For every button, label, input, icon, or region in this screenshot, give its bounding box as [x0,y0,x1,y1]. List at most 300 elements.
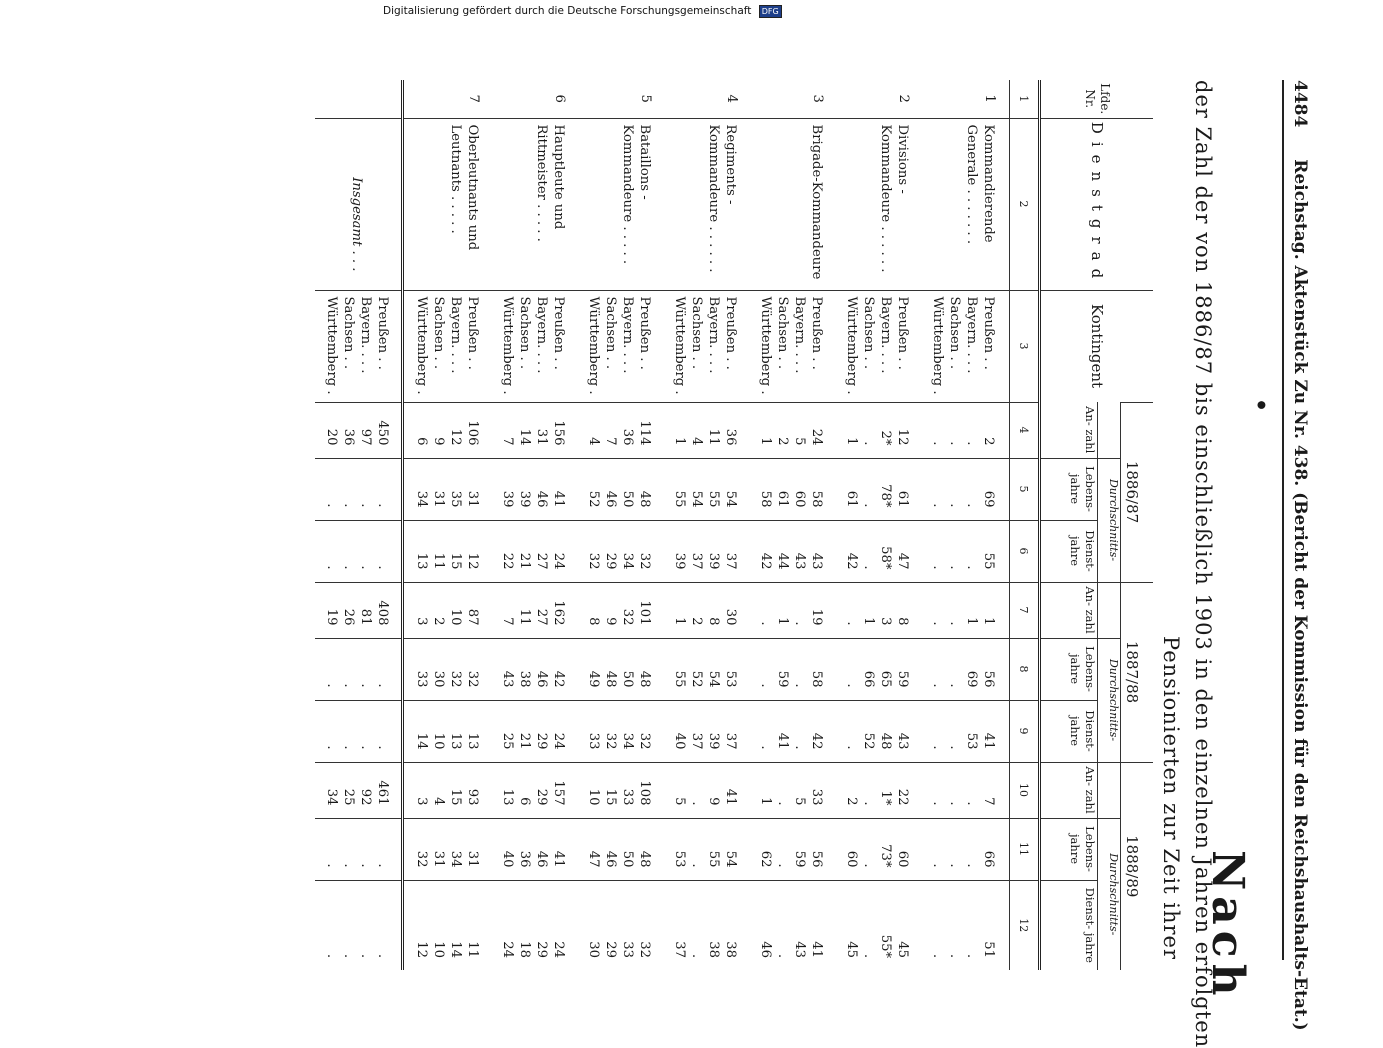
dienstjahre-value: 32 [637,732,652,750]
dienstjahre-value: 32 [586,552,601,570]
title-line-1: der Zahl der von 1886/87 bis einschließlich 1903 in den einzelnen Jahren erfolgten [1191,80,1215,1048]
anzahl-lines [671,585,739,636]
dienstjahre-lines [671,703,739,760]
kontingent-value: Bayern. . . . [792,296,807,374]
lebensjahre-value: 33 [414,670,429,688]
anzahl-value: 114 [637,420,652,446]
anzahl [490,402,576,458]
total-anzahl-value: 26 [341,608,356,626]
anzahl-value: . [947,621,962,626]
total-kontingent-value: Württemberg . [324,296,339,395]
anzahl-lines [413,585,481,636]
total-anzahl-value: 34 [324,788,339,806]
lebensjahre [403,638,491,700]
lebensjahre-lines [929,461,997,518]
lebensjahre-lines [843,641,911,698]
dienstjahre-value: 24 [551,941,566,959]
anzahl [662,402,748,458]
dienstjahre-value: 38 [723,941,738,959]
anzahl-value: . [775,801,790,806]
total-lebensjahre [315,818,403,880]
anzahl-value: . [930,801,945,806]
anzahl-value: 11 [706,428,721,446]
dienstjahre-value: 12 [414,941,429,959]
dienstjahre-value: 52 [861,732,876,750]
lebensjahre-value: . [947,863,962,868]
anzahl-value: 7 [500,437,515,446]
anzahl-value: 106 [465,420,480,446]
total-lebensjahre-value: . [375,863,390,868]
total-anzahl-value: 450 [375,420,390,446]
column-number: 10 [1010,762,1040,818]
durchschnitts-header: Durchschnitts- [1098,458,1121,582]
lebensjahre-value: 34 [448,850,463,868]
anzahl-value: 9 [603,617,618,626]
dienstjahre-lines [499,703,567,760]
dienstjahre-value: 11 [465,941,480,959]
lebensjahre-value: 31 [431,490,446,508]
kontingent-value: Württemberg . [758,296,773,395]
dienstjahre-value: 58* [878,546,893,570]
dienstjahre [576,880,662,970]
dienstjahre-lines [929,883,997,969]
lebensjahre-value: 49 [586,670,601,688]
page-number: 4484 [1290,80,1310,128]
dienstjahre-value: 11 [431,552,446,570]
lebensjahre [920,458,1010,520]
total-dienstjahre-value: . [375,565,390,570]
anzahl-value: . [689,801,704,806]
big-title: Nach [1202,850,1253,1002]
dienstjahre-value: 13 [465,732,480,750]
group-number: 4 [724,94,739,103]
lebensjahre-value: 32 [465,670,480,688]
kontingent-value: Preußen . . [723,296,738,370]
lebensjahre-value: 48 [637,670,652,688]
anzahl-value: 2 [689,617,704,626]
dienstjahre-value: 48 [878,732,893,750]
lebensjahre-value: 32 [448,670,463,688]
lebensjahre-lines [413,821,481,878]
anzahl-lines [671,405,739,456]
anzahl-value: 33 [620,788,635,806]
anzahl [920,582,1010,638]
total-anzahl-value: 92 [358,788,373,806]
lebensjahre-value: 69 [964,670,979,688]
dienstjahre-value: 21 [517,552,532,570]
dienstjahre-lines [757,523,825,580]
lebensjahre [834,458,920,520]
dienstjahre-value: 39 [706,732,721,750]
lebensjahre-header: Lebens- jahre [1040,818,1098,880]
column-number: 4 [1010,402,1040,458]
dienstjahre-header: Dienst- jahre [1040,700,1098,762]
lebensjahre-value: 59 [792,850,807,868]
total-lebensjahre-value: . [375,683,390,688]
total-kontingent-value: Preußen . . [375,296,390,370]
lebensjahre-value: 78* [878,484,893,508]
column-number: 12 [1010,880,1040,970]
anzahl-spacer [1098,762,1121,818]
lebensjahre-value: 58 [809,670,824,688]
lebensjahre-value: 69 [981,490,996,508]
lebensjahre-value: 32 [414,850,429,868]
dienstjahre-value: . [844,745,859,750]
dienstjahre-value: . [964,565,979,570]
dienstjahre-value: 42 [844,552,859,570]
anzahl-value: 6 [517,797,532,806]
anzahl-value: 156 [551,420,566,446]
dienstjahre-value: 37 [689,732,704,750]
lebensjahre-value: . [930,683,945,688]
kontingent [748,290,834,402]
anzahl-value: 22 [895,788,910,806]
dienstjahre-value: 43 [792,552,807,570]
lebensjahre-lines [929,641,997,698]
anzahl-lines [929,405,997,456]
lebensjahre-lines [757,641,825,698]
dienstjahre [748,880,834,970]
kontingent [403,290,491,402]
total-anzahl-value: 36 [341,428,356,446]
kontingent-lines [843,293,911,400]
lebensjahre-value: 54 [723,850,738,868]
group-number: 2 [896,94,911,103]
anzahl-value: 31 [534,428,549,446]
dienstjahre-value: 55* [878,934,893,959]
group-number: 1 [982,94,997,103]
dienstjahre-lines [757,703,825,760]
anzahl-lines [413,405,481,456]
dienstjahre-value: . [758,745,773,750]
anzahl [403,582,491,638]
anzahl-header: An- zahl [1040,402,1098,458]
anzahl-value: 8 [895,617,910,626]
total-label: Insgesamt . . . [315,118,403,290]
total-anzahl-lines [323,585,391,636]
lebensjahre-value: 66 [981,850,996,868]
lebensjahre-value: 40 [500,850,515,868]
kontingent-value: Bayern. . . . [534,296,549,374]
group-number: 3 [810,94,825,103]
anzahl-value: 5 [792,797,807,806]
lebensjahre-lines [843,461,911,518]
dienstjahre-lines [585,703,653,760]
dienstjahre-value: 21 [517,732,532,750]
total-anzahl-lines [323,765,391,816]
dienstjahre-value: 34 [620,732,635,750]
rank-label: Hauptleute und Rittmeister . . . . . [490,118,576,290]
anzahl-value: 10 [448,608,463,626]
dienstjahre-value: 25 [500,732,515,750]
lebensjahre-value: 58 [758,490,773,508]
anzahl-value: 14 [517,428,532,446]
lebensjahre [576,818,662,880]
lebensjahre-value: 54 [689,490,704,508]
lebensjahre-value: 41 [551,490,566,508]
lebensjahre-value: 53 [672,850,687,868]
dienstjahre-value: 30 [586,941,601,959]
dienstjahre-lines [929,523,997,580]
dfg-logo: DFG [759,5,782,18]
lebensjahre-value: 48 [637,850,652,868]
anzahl-value: 1* [878,790,893,806]
lebensjahre-value: . [930,863,945,868]
kontingent-lines [929,293,997,400]
dienstjahre-lines [413,703,481,760]
anzahl-value: 27 [534,608,549,626]
lebensjahre-value: 53 [723,670,738,688]
lebensjahre-header: Lebens- jahre [1040,638,1098,700]
dienstjahre-value: 27 [534,552,549,570]
running-header [1290,80,1310,1031]
rank-label: Bataillons - Kommandeure . . . . . [576,118,662,290]
dienstjahre-value: 33 [620,941,635,959]
dienstjahre-value: 10 [431,941,446,959]
kontingent [834,290,920,402]
lebensjahre-value: 36 [517,850,532,868]
anzahl-lines [585,585,653,636]
lebensjahre-lines [757,821,825,878]
lebensjahre-lines [929,821,997,878]
dienstjahre-value: 29 [603,941,618,959]
dienstjahre-value: 29 [534,732,549,750]
total-dienstjahre-value: . [375,745,390,750]
lebensjahre-value: . [758,683,773,688]
lebensjahre-lines [585,641,653,698]
anzahl [662,762,748,818]
dienstjahre [834,700,920,762]
anzahl-value: 36 [620,428,635,446]
anzahl-value: 19 [809,608,824,626]
lebensjahre [403,458,491,520]
anzahl [576,582,662,638]
kontingent-lines [757,293,825,400]
lebensjahre-value: 60 [844,850,859,868]
dienstjahre-value: 37 [689,552,704,570]
lebensjahre-value: 46 [534,850,549,868]
kontingent-value: Württemberg . [586,296,601,395]
anzahl-lines [929,765,997,816]
lebensjahre-value: 54 [723,490,738,508]
anzahl-value: 5 [792,437,807,446]
lebensjahre [920,818,1010,880]
table-row-group [920,80,1010,970]
anzahl-value: 41 [723,788,738,806]
dienstjahre-value: 38 [706,941,721,959]
lebensjahre-value: 39 [500,490,515,508]
anzahl-value: 8 [586,617,601,626]
anzahl-value: 1 [861,617,876,626]
anzahl [920,402,1010,458]
dienstjahre [662,700,748,762]
total-lebensjahre-value: . [358,863,373,868]
anzahl [748,582,834,638]
kontingent-value: Bayern. . . . [620,296,635,374]
dienstjahre-value: 39 [706,552,721,570]
anzahl [834,402,920,458]
dienstjahre-value: 24 [551,732,566,750]
lebensjahre-value: 55 [706,490,721,508]
total-dienstjahre-value: . [341,745,356,750]
anzahl-value: 4 [586,437,601,446]
dienstjahre [403,520,491,582]
anzahl-value: 2 [844,797,859,806]
total-lebensjahre [315,458,403,520]
total-dienstjahre-value: . [358,565,373,570]
anzahl-value: 6 [414,437,429,446]
rank-label: Divisions - Kommandeure . . . . . . [834,118,920,290]
group-number: 5 [638,94,653,103]
dienstjahre-value: 14 [448,941,463,959]
total-anzahl-lines [323,405,391,456]
dienstjahre-value: . [964,953,979,959]
total-dienstjahre-lines [323,703,391,760]
anzahl-lines [585,765,653,816]
lebensjahre-value: . [689,863,704,868]
kontingent-value: Preußen . . [981,296,996,370]
lebensjahre-lines [671,821,739,878]
anzahl-value: . [930,441,945,446]
anzahl-lines [499,765,567,816]
anzahl-lines [499,405,567,456]
pension-table [315,80,1153,970]
column-number: 1 [1010,80,1040,118]
lebensjahre [920,638,1010,700]
header-rule [1282,80,1284,960]
total-dienstjahre-value: . [375,953,390,959]
lebensjahre-lines [413,461,481,518]
anzahl-value: 7 [500,617,515,626]
dienstjahre-value: 12 [465,552,480,570]
lebensjahre-value: 52 [689,670,704,688]
dienstjahre-value: 43 [895,732,910,750]
table-row-group [834,80,920,970]
anzahl-lines [499,585,567,636]
dienstjahre-value: 34 [620,552,635,570]
lebensjahre-value: 50 [620,670,635,688]
anzahl-value: 29 [534,788,549,806]
total-lebensjahre-value: . [324,503,339,508]
dienstjahre [576,520,662,582]
total-kontingent-value: Sachsen . . [341,296,356,370]
kontingent-value: Württemberg . [500,296,515,395]
dienstjahre [576,700,662,762]
anzahl [834,762,920,818]
dienstjahre-value: 13 [414,552,429,570]
lebensjahre-lines [499,641,567,698]
total-dienstjahre-lines [323,883,391,969]
dienstjahre-header: Dienst- jahre [1040,880,1098,970]
dienstjahre-value: 39 [672,552,687,570]
lebensjahre-value: 73* [878,844,893,868]
lebensjahre-value: 31 [465,850,480,868]
total-anzahl-value: 25 [341,788,356,806]
lebensjahre-lines [499,461,567,518]
kontingent-value: Württemberg . [930,296,945,395]
anzahl-value: . [947,801,962,806]
dienstjahre-value: . [861,953,876,959]
lebensjahre-value: 56 [981,670,996,688]
anzahl-value: 162 [551,600,566,626]
anzahl-value: 10 [586,788,601,806]
lebensjahre-value: 50 [620,850,635,868]
anzahl-value: 157 [551,780,566,806]
year-header: 1888/89 [1121,762,1154,970]
anzahl-value: 5 [672,797,687,806]
anzahl-value: 1 [775,617,790,626]
anzahl-value: 7 [981,797,996,806]
rank-label: Regiments - Kommandeure . . . . . . [662,118,748,290]
dienstjahre [490,880,576,970]
anzahl-value: 15 [448,788,463,806]
dienstjahre-value: . [792,745,807,750]
dienstjahre-value: 41 [809,941,824,959]
kontingent-value: Bayern. . . . [964,296,979,374]
kontingent-value: Württemberg . [672,296,687,395]
total-dienstjahre [315,700,403,762]
anzahl-value: 87 [465,608,480,626]
dienstjahre-lines [671,883,739,969]
lebensjahre-value: 46 [603,850,618,868]
table-row-group [403,80,491,970]
table-row-group [662,80,748,970]
lebensjahre-value: . [947,503,962,508]
anzahl [490,582,576,638]
dienstjahre-value: 43 [809,552,824,570]
dienstjahre-value: 32 [637,552,652,570]
anzahl-value: 12 [895,428,910,446]
kontingent-value: Sachsen . . [431,296,446,370]
total-anzahl-value: 20 [324,428,339,446]
anzahl [920,762,1010,818]
total-dienstjahre [315,880,403,970]
lfd-nr-header: Lfde. Nr. [1040,80,1154,118]
rank-label: Oberleutnants und Leutnants . . . . . [403,118,491,290]
anzahl-value: 3 [414,797,429,806]
dienstjahre [490,520,576,582]
kontingent [920,290,1010,402]
lebensjahre-value: 38 [517,670,532,688]
kontingent-lines [671,293,739,400]
column-number: 2 [1010,118,1040,290]
durchschnitts-header: Durchschnitts- [1098,638,1121,762]
anzahl-value: 1 [844,437,859,446]
rank-label: Kommandierende Generale . . . . . . . [920,118,1010,290]
dienstjahre-value: 32 [603,732,618,750]
kontingent-value: Württemberg . [414,296,429,395]
dienstgrad-header: Dienstgrad [1040,118,1154,290]
anzahl-header: An- zahl [1040,582,1098,638]
anzahl-value: . [930,621,945,626]
dienstjahre-value: . [930,745,945,750]
lebensjahre [662,818,748,880]
dienstjahre-lines [843,523,911,580]
dienstjahre-value: 40 [672,732,687,750]
dienstjahre-lines [757,883,825,969]
anzahl-value: 4 [431,797,446,806]
anzahl [403,762,491,818]
dienstjahre-value: 42 [809,732,824,750]
kontingent-value: Sachsen . . [861,296,876,370]
running-title: Reichstag. Aktenstück Zu Nr. 438. (Bericht der Kommission für den Reichshaushalts-Etat.) [1290,159,1310,1031]
lebensjahre-value: 43 [500,670,515,688]
dienstjahre-lines [585,523,653,580]
year-header: 1886/87 [1121,402,1154,582]
dienstjahre-value: . [947,745,962,750]
lebensjahre-value: 58 [809,490,824,508]
lebensjahre-value: 41 [551,850,566,868]
